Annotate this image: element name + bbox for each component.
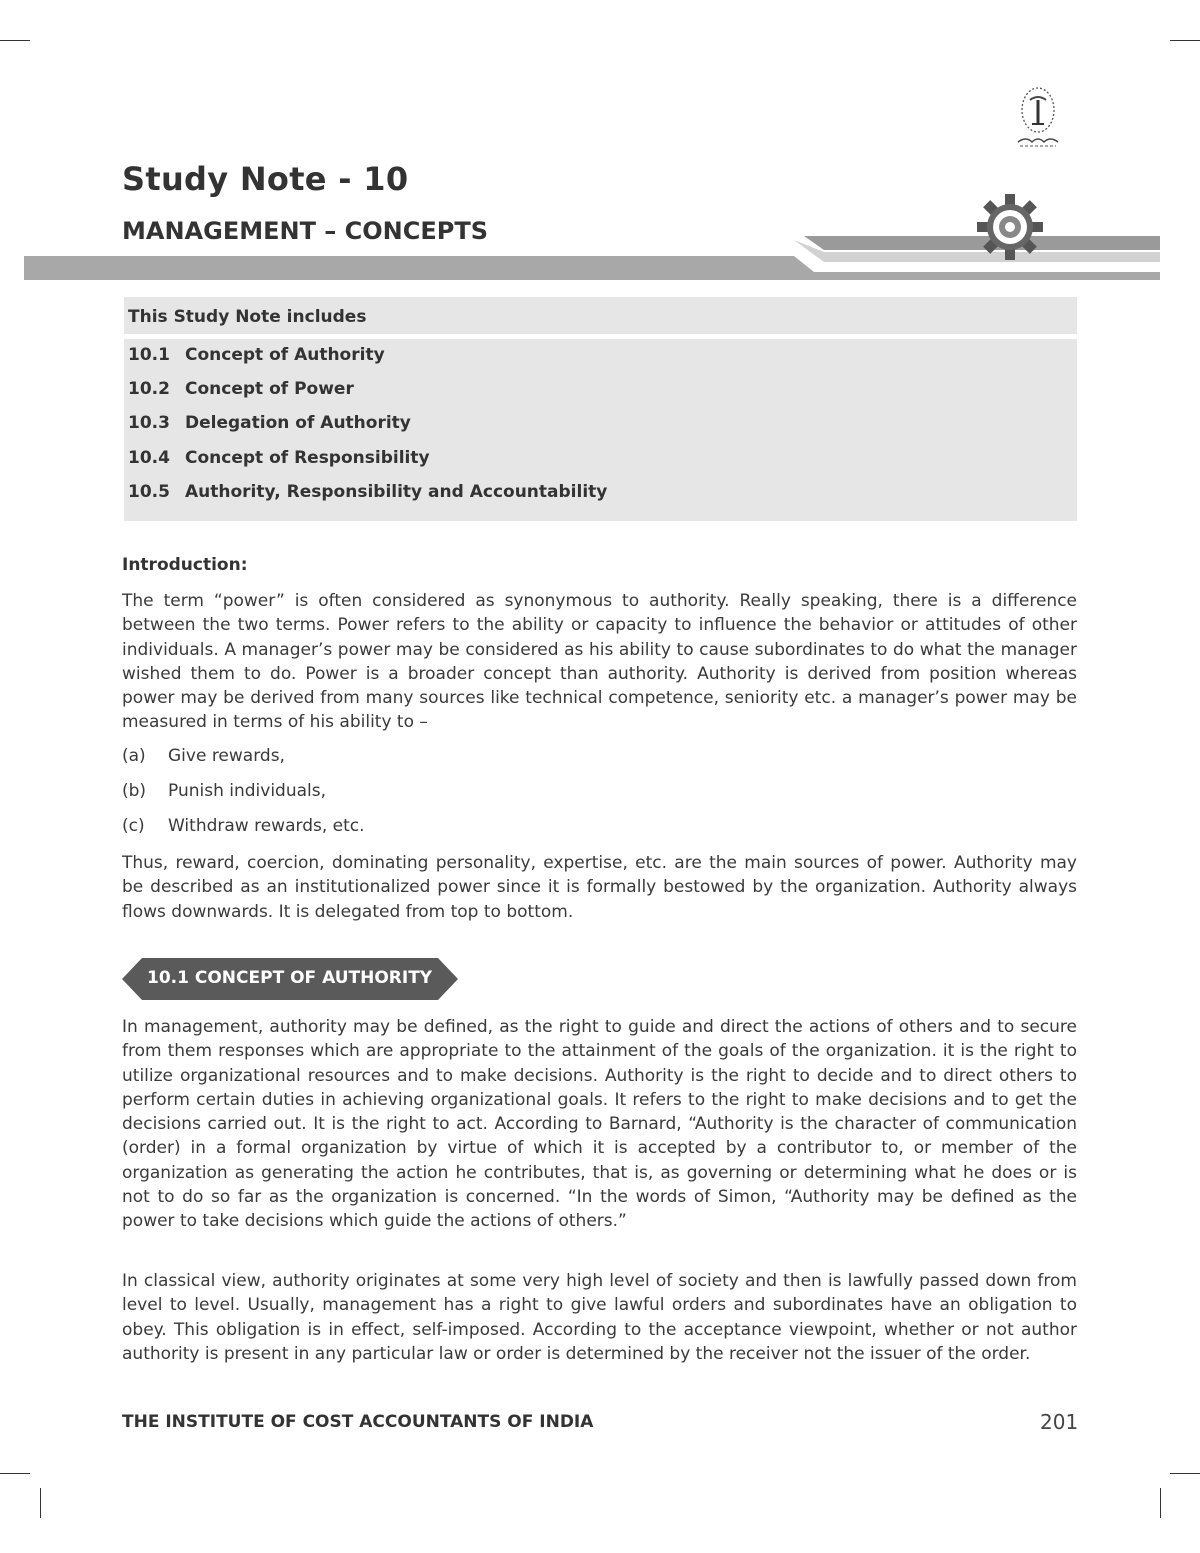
crop-mark — [1160, 1488, 1161, 1518]
list-marker: (a) — [122, 746, 146, 766]
toc-list — [124, 339, 1077, 521]
list-marker: (c) — [122, 816, 145, 836]
toc-item — [128, 413, 411, 433]
toc-item — [128, 379, 354, 399]
toc-item — [128, 482, 607, 502]
list-item-text: Punish individuals, — [168, 781, 327, 801]
list-item-text: Withdraw rewards, etc. — [168, 816, 365, 836]
crop-mark — [1170, 1473, 1200, 1474]
section-heading: 10.1 CONCEPT OF AUTHORITY — [147, 968, 433, 988]
section-paragraph: In classical view, authority originates at some very high level of society and then is lawfully passed down from level to level. Usually, management has a right to give lawful orders and subordinates have an obligation to obey. This obligation is in effect, self-imposed. According to the acceptance viewpoint, whether or not author authority is present in any particular law or order is determined by the receiver not the issuer of the order. — [122, 1271, 1077, 1364]
footer-institute: THE INSTITUTE OF COST ACCOUNTANTS OF INDIA — [122, 1412, 594, 1432]
list-item — [122, 816, 365, 836]
section-paragraph: In management, authority may be defined, as the right to guide and direct the actions of others and to secure from them responses which are appropriate to the attainment of the goals of the organization. it is the right to utilize organizational resources and to make decisions. Authority is the right to decide and to direct others to perform certain duties in achieving organizational goals. It refers to the right to make decisions and to get the decisions carried out. It is the right to act. According to Barnard, “Authority is the character of communication (order) in a formal organization by virtue of which it is accepted by a contributor to, or member of the organization as generating the action he contributes, that is, as governing or determining what he does or is not to do so far as the organization is concerned. “In the words of Simon, “Authority may be defined as the power to take decisions which guide the actions of others.” — [122, 1017, 1077, 1232]
toc-item-label: Concept of Responsibility — [185, 448, 430, 468]
toc-item — [128, 345, 385, 365]
crop-mark — [0, 40, 30, 41]
toc-item-number: 10.4 — [128, 448, 170, 468]
page-number: 201 — [1040, 1410, 1079, 1434]
crop-mark — [1170, 40, 1200, 41]
toc-item-number: 10.2 — [128, 379, 170, 399]
toc-item — [128, 448, 430, 468]
intro-paragraph: The term “power” is often considered as synonymous to authority. Really speaking, there is a difference between the two terms. Power refers to the ability or capacity to influence the behavior or attitudes of other individuals. A manager’s power may be considered as his ability to cause subordinates to do what the manager wished them to do. Power is a broader concept than authority. Authority is derived from position whereas power may be derived from many sources like technical competence, seniority etc. a manager’s power may be measured in terms of his ability to – — [122, 591, 1077, 733]
page-title: Study Note - 10 — [122, 160, 409, 198]
toc-item-number: 10.3 — [128, 413, 170, 433]
list-item — [122, 746, 285, 766]
crop-mark — [0, 1473, 30, 1474]
toc-item-label: Concept of Authority — [185, 345, 385, 365]
toc-heading: This Study Note includes — [128, 307, 367, 327]
list-item — [122, 781, 326, 801]
toc-item-number: 10.1 — [128, 345, 170, 365]
chapter-subtitle: MANAGEMENT – CONCEPTS — [122, 217, 489, 245]
toc-item-number: 10.5 — [128, 482, 170, 502]
list-marker: (b) — [122, 781, 147, 801]
introduction-label: Introduction: — [122, 555, 248, 575]
toc-item-label: Delegation of Authority — [185, 413, 411, 433]
list-item-text: Give rewards, — [168, 746, 285, 766]
gear-icon — [976, 193, 1044, 261]
toc-item-label: Authority, Responsibility and Accountability — [185, 482, 608, 502]
crop-mark — [40, 1488, 41, 1518]
institute-logo-icon — [1010, 80, 1066, 154]
toc-item-label: Concept of Power — [185, 379, 354, 399]
intro-paragraph: Thus, reward, coercion, dominating personality, expertise, etc. are the main sources of power. Authority may be described as an institutionalized power since it is formally bestowed by the organization. Authority always flows downwards. It is delegated from top to bottom. — [122, 853, 1077, 922]
toc-heading-box — [124, 297, 1077, 334]
